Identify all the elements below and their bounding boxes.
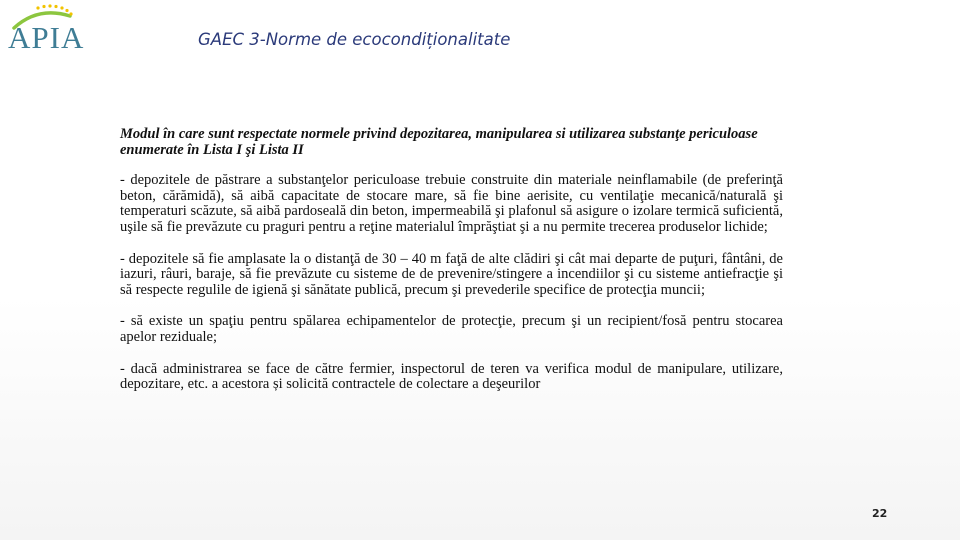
paragraph-inspection: - dacă administrarea se face de către fermier, inspectorul de teren va verifica modul de manipulare, utilizare, depozitare, etc. a acestora și solicită contractele de colectare a deşeurilor	[120, 360, 783, 393]
paragraph-washing-space: - să existe un spaţiu pentru spălarea echipamentelor de protecţie, precum şi un recipient/fosă pentru stocarea apelor reziduale;	[120, 313, 783, 345]
apia-logo	[8, 2, 85, 58]
section-heading: Modul în care sunt respectate normele privind depozitarea, manipularea si utilizarea substanţe periculoase enumerate în Lista I şi Lista II	[120, 126, 758, 158]
document-body	[120, 127, 783, 409]
paragraph-location-requirements: - depozitele să fie amplasate la o distanţă de 30 – 40 m faţă de alte clădiri şi cât mai departe de puţuri, fântâni, de iazuri, râuri, baraje, să fie prevăzute cu sisteme de de prevenire/stingere a incendiilor şi cu sisteme antiefracţie şi să respecte regulile de igienă şi sănătate publică, precum şi prevederile specifice de protecţia muncii;	[120, 250, 783, 298]
logo-text: APIA	[8, 20, 85, 55]
paragraph-storage-requirements: - depozitele de păstrare a substanţelor periculoase trebuie construite din materiale neinflamabile (de preferinţă beton, cărămidă), să aibă capacitate de stocare mare, să fie bine aerisite, cu ventilaţie mecanică/naturală şi temperaturi scăzute, să aibă pardoseală din beton, impermeabilă şi plafonul să asigure o izolare termică suficientă, uşile să fie prevăzute cu praguri pentru a reţine materialul împrăştiat şi a nu permite trecerea produselor lichide;	[120, 172, 783, 235]
page-number: 22	[872, 507, 888, 520]
page-title: GAEC 3-Norme de ecocondiționalitate	[198, 30, 511, 49]
